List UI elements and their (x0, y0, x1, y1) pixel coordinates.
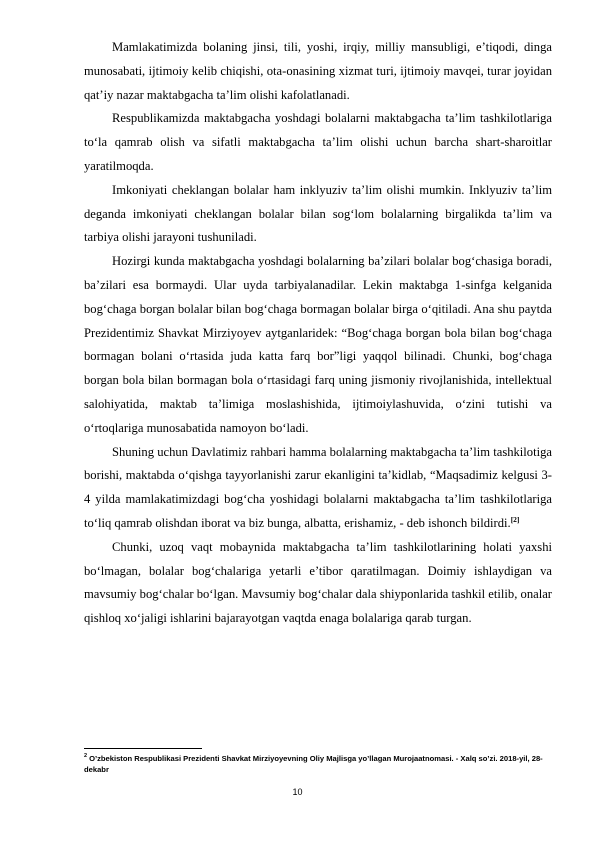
footnote (84, 753, 552, 775)
paragraph-1: Mamlakatimizda bolaning jinsi, tili, yoshi, irqiy, milliy mansubligi, e’tiqodi, dinga munosabati, ijtimoiy kelib chiqishi, ota-onasining xizmat turi, ijtimoiy mavqei, turar joyidan qat’iy nazar maktabgacha ta’lim olishi kafolatlanadi. (84, 40, 552, 102)
paragraph-5-text: Shuning uchun Davlatimiz rahbari hamma bolalarning maktabgacha ta’lim tashkilotiga borishi, maktabda o‘qishga tayyorlanishi zarur ekanligini ta’kidlab, “Maqsadimiz kelgusi 3-4 yilda mamlakatimizdagi bog‘cha yoshidagi bolalarni maktabgacha ta’lim tashkilotlariga to‘liq qamrab olishdan iborat va biz bunga, albatta, erishamiz, - deb ishonch bildirdi. (84, 444, 552, 530)
footnote-reference[interactable]: [2] (510, 514, 520, 524)
document-body (84, 36, 552, 631)
paragraph-2: Respublikamizda maktabgacha yoshdagi bolalarni maktabgacha ta’lim tashkilotlariga to‘la qamrab olish va sifatli maktabgacha ta’lim olishi uchun barcha shart-sharoitlar yaratilmoqda. (84, 111, 552, 173)
paragraph-6: Chunki, uzoq vaqt mobaynida maktabgacha ta’lim tashkilotlarining holati yaxshi bo‘lmagan, bolalar bog‘chalariga yetarli e’tibor qaratilmagan. Doimiy ishlaydigan va mavsumiy bog‘chalar bo‘lgan. Mavsumiy bog‘chalar dala shiyponlarida tashkil etilib, onalar qishloq xo‘jaligi ishlarini bajarayotgan vaqtda enaga bolalariga qarab turgan. (84, 539, 552, 626)
paragraph-5 (84, 441, 552, 536)
footnote-text: O’zbekiston Respublikasi Prezidenti Shavkat Mirziyoyevning Oliy Majlisga yo’llagan Murojaatnomasi. - Xalq so’zi. 2018-yil, 28-dekabr (84, 754, 543, 774)
page-number: 10 (292, 787, 303, 797)
paragraph-4: Hozirgi kunda maktabgacha yoshdagi bolalarning ba’zilari bolalar bog‘chasiga boradi, ba’zilari esa bormaydi. Ular uyda tarbiyalanadilar. Lekin maktabga 1-sinfga kelganida bog‘chaga borgan bolalar bilan bog‘chaga bormagan bolalar birga o‘qitiladi. Ana shu paytda Prezidentimiz Shavkat Mirziyoyev aytganlaridek: “Bog‘chaga borgan bola bilan bog‘chaga bormagan bolani o‘rtasida juda katta farq bor”ligi yaqqol bilinadi. Chunki, bog‘chaga borgan bola bilan bormagan bola o‘rtasidagi farq uning jismoniy rivojlanishida, intellektual salohiyatida, maktab ta’limiga moslashishida, ijtimoiylashuvida, o‘zini tutishi va o‘rtoqlariga munosabatida namoyon bo‘ladi. (84, 254, 552, 435)
paragraph-3: Imkoniyati cheklangan bolalar ham inklyuziv ta’lim olishi mumkin. Inklyuziv ta’lim deganda imkoniyati cheklangan bolalar bilan sog‘lom bolalarning birgalikda ta’lim va tarbiya olishi jarayoni tushuniladi. (84, 182, 552, 245)
footnote-number: 2 (84, 753, 88, 760)
footnote-separator (84, 748, 202, 749)
